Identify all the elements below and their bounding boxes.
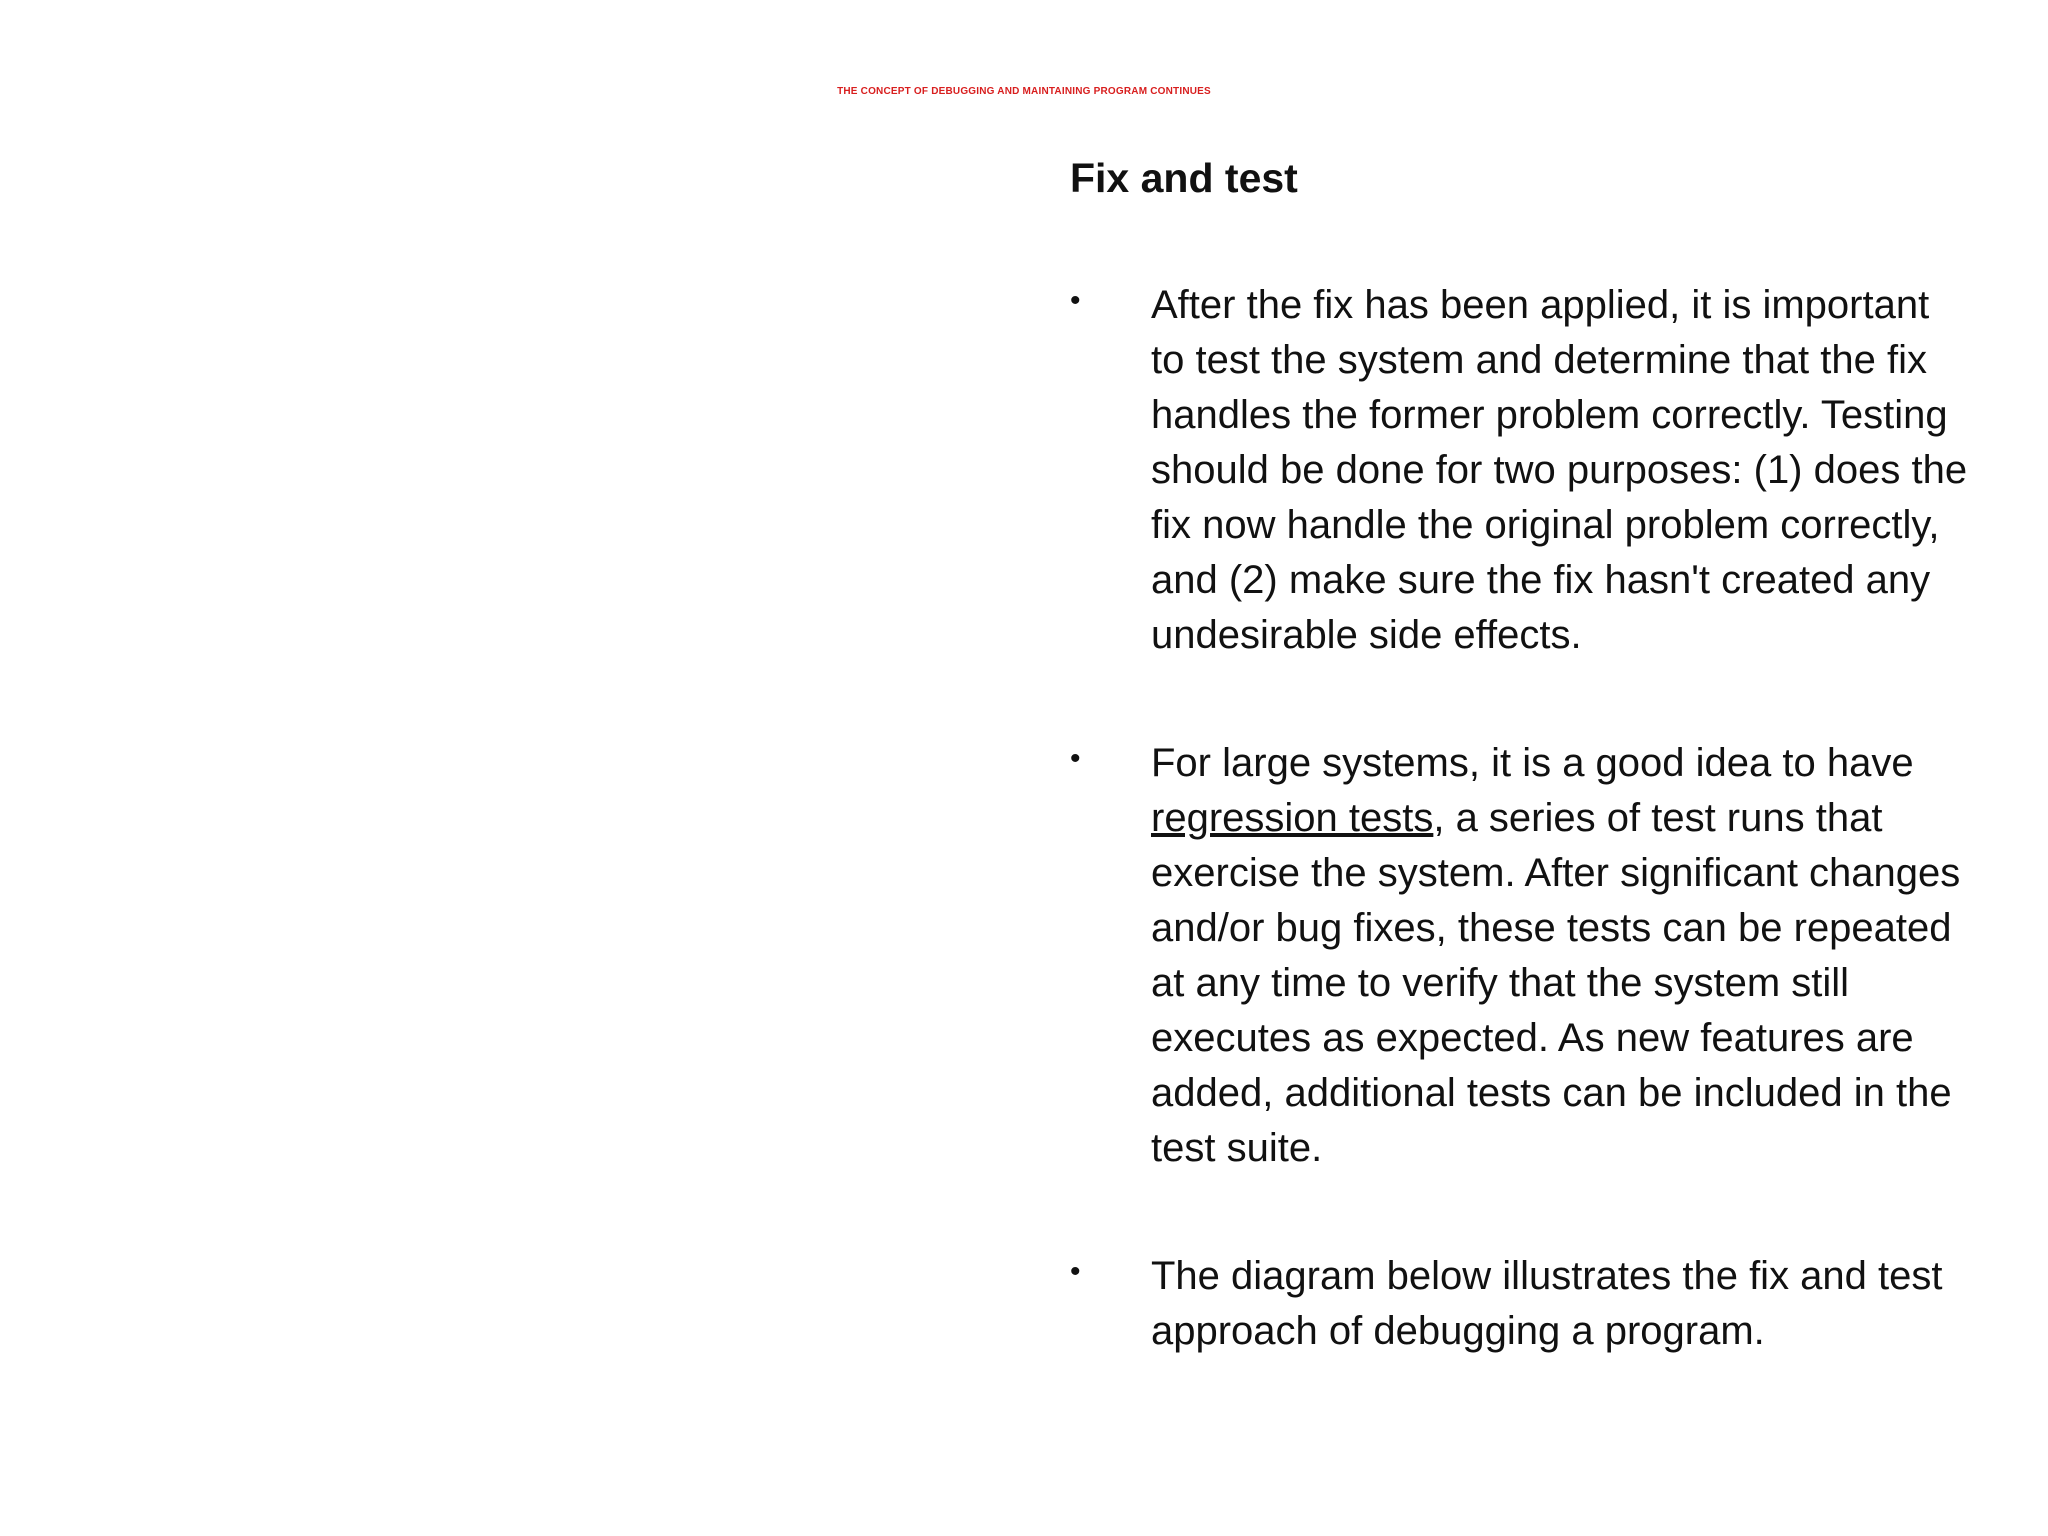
bullet-text: After the fix has been applied, it is important to test the system and determine that the fix handles the former problem correctly. Testing should be done for two purposes: (1) does the fix now handle the original problem correctly, and (2) make sure the fix hasn't created any undesirable side effects. [1151, 283, 1968, 657]
slide-title: THE CONCEPT OF DEBUGGING AND MAINTAINING PROGRAM CONTINUES [837, 86, 1211, 97]
bullet-text: The diagram below illustrates the fix and test approach of debugging a program. [1151, 1254, 1943, 1353]
bullet-item [1070, 1249, 1970, 1359]
bullet-item [1070, 736, 1970, 1176]
regression-tests-term: regression tests [1151, 796, 1434, 840]
slide-content [1070, 150, 1970, 1432]
bullet-icon: • [1070, 742, 1081, 775]
section-heading: Fix and test [1070, 155, 1298, 201]
bullet-icon: • [1070, 284, 1081, 317]
bullet-icon: • [1070, 1255, 1081, 1288]
bullet-text-before: For large systems, it is a good idea to have [1151, 741, 1914, 785]
bullet-list [1070, 278, 1970, 1359]
bullet-item [1070, 278, 1970, 663]
bullet-text-after: , a series of test runs that exercise the system. After significant changes and/or bug fixes, these tests can be repeated at any time to verify that the system still executes as expected. As new features are added, additional tests can be included in the test suite. [1151, 796, 1961, 1170]
